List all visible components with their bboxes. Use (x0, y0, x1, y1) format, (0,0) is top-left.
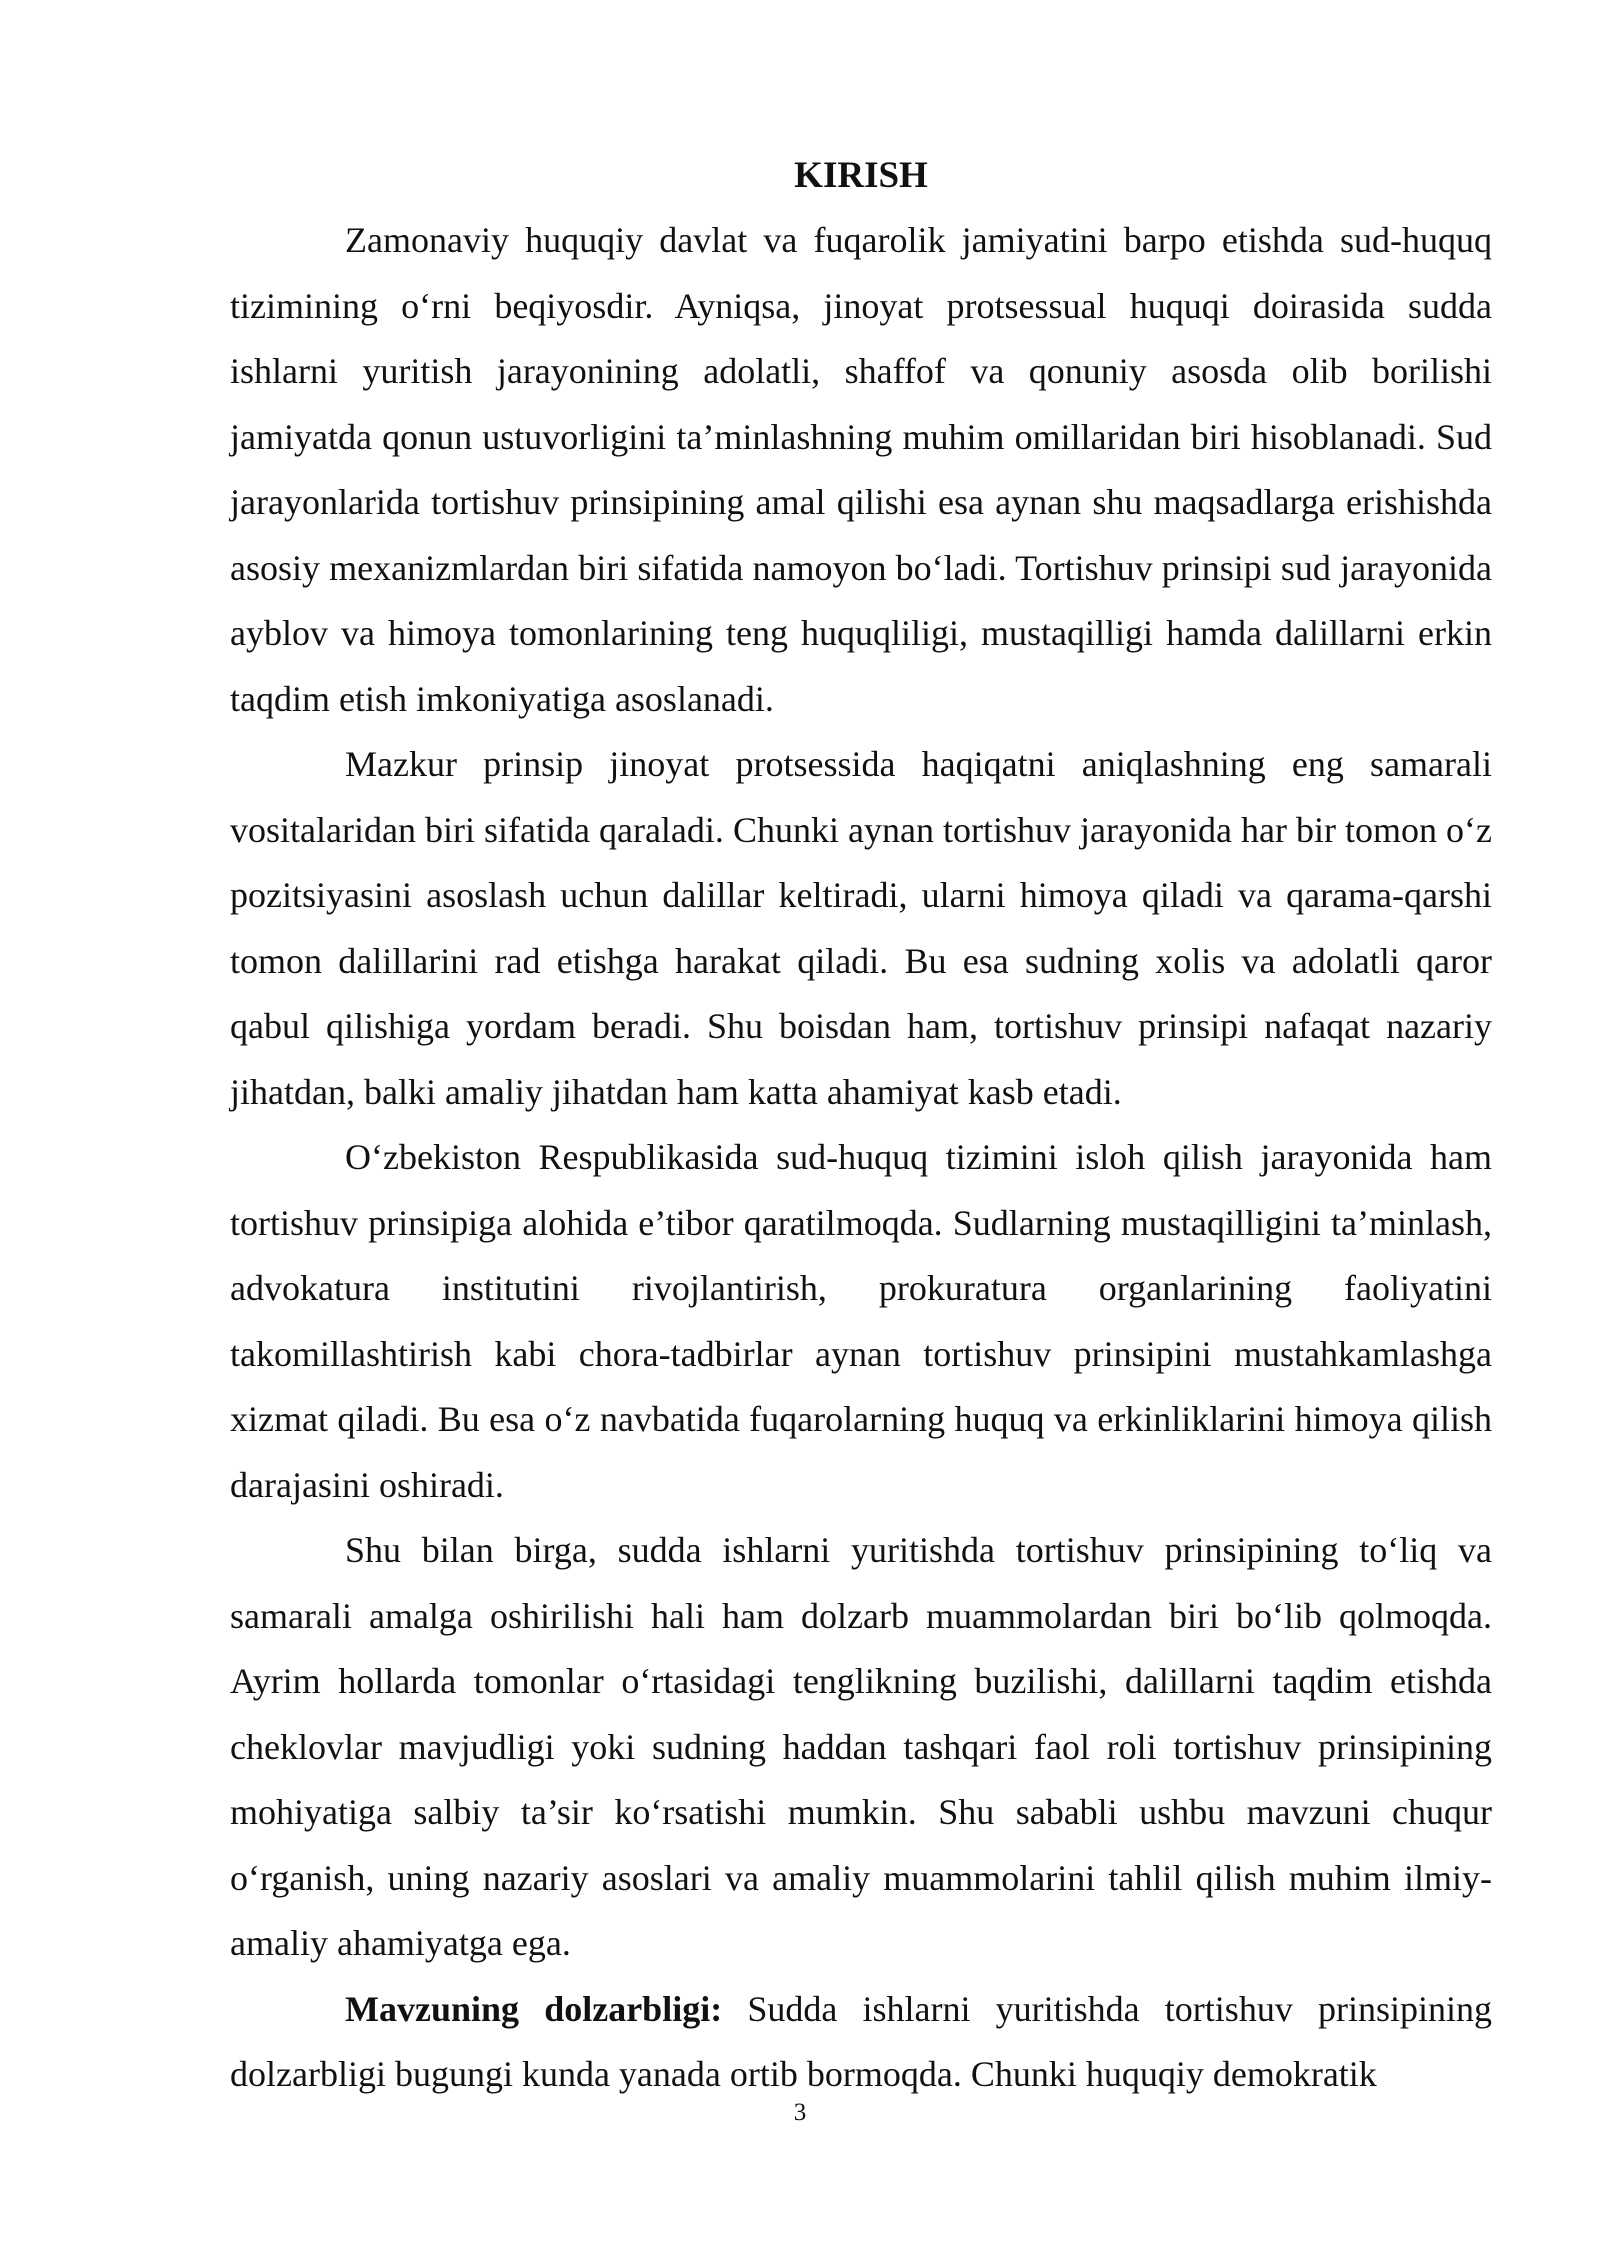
paragraph-5-text: Sudda ishlarni yuritishda tortishuv prinsipining dolzarbligi bugungi kunda yanada ortib bormoqda. Chunki huquqiy demokratik (230, 1988, 1492, 2094)
paragraph-3: O‘zbekiston Respublikasida sud-huquq tizimini isloh qilish jarayonida ham tortishuv prinsipiga alohida e’tibor qaratilmoqda. Sudlarning mustaqilligini ta’minlash, advokatura institutini rivojlantirish, prokuratura organlarining faoliyatini takomillashtirish kabi chora-tadbirlar aynan tortishuv prinsipini mustahkamlashga xizmat qiladi. Bu esa o‘z navbatida fuqarolarning huquq va erkinliklarini himoya qilish darajasini oshiradi. (230, 1137, 1492, 1505)
paragraph-4: Shu bilan birga, sudda ishlarni yuritishda tortishuv prinsipining to‘liq va samarali amalga oshirilishi hali ham dolzarb muammolardan biri bo‘lib qolmoqda. Ayrim hollarda tomonlar o‘rtasidagi tenglikning buzilishi, dalillarni taqdim etishda cheklovlar mavjudligi yoki sudning haddan tashqari faol roli tortishuv prinsipining mohiyatiga salbiy ta’sir ko‘rsatishi mumkin. Shu sababli ushbu mavzuni chuqur o‘rganish, uning nazariy asoslari va amaliy muammolarini tahlil qilish muhim ilmiy-amaliy ahamiyatga ega. (230, 1530, 1492, 1963)
page-content (230, 148, 1492, 2108)
paragraph-5 (230, 1977, 1492, 2108)
paragraph-5-lead: Mavzuning dolzarbligi: (345, 1988, 723, 2029)
paragraph-1: Zamonaviy huquqiy davlat va fuqarolik jamiyatini barpo etishda sud-huquq tizimining o‘rni beqiyosdir. Ayniqsa, jinoyat protsessual huquqi doirasida sudda ishlarni yuritish jarayonining adolatli, shaffof va qonuniy asosda olib borilishi jamiyatda qonun ustuvorligini ta’minlashning muhim omillaridan biri hisoblanadi. Sud jarayonlarida tortishuv prinsipining amal qilishi esa aynan shu maqsadlarga erishishda asosiy mexanizmlardan biri sifatida namoyon bo‘ladi. Tortishuv prinsipi sud jarayonida ayblov va himoya tomonlarining teng huquqliligi, mustaqilligi hamda dalillarni erkin taqdim etish imkoniyatiga asoslanadi. (230, 220, 1492, 719)
paragraph-2: Mazkur prinsip jinoyat protsessida haqiqatni aniqlashning eng samarali vositalaridan biri sifatida qaraladi. Chunki aynan tortishuv jarayonida har bir tomon o‘z pozitsiyasini asoslash uchun dalillar keltiradi, ularni himoya qiladi va qarama-qarshi tomon dalillarini rad etishga harakat qiladi. Bu esa sudning xolis va adolatli qaror qabul qilishiga yordam beradi. Shu boisdan ham, tortishuv prinsipi nafaqat nazariy jihatdan, balki amaliy jihatdan ham katta ahamiyat kasb etadi. (230, 744, 1492, 1112)
page-number: 3 (793, 2099, 807, 2126)
page-title: KIRISH (794, 155, 928, 196)
